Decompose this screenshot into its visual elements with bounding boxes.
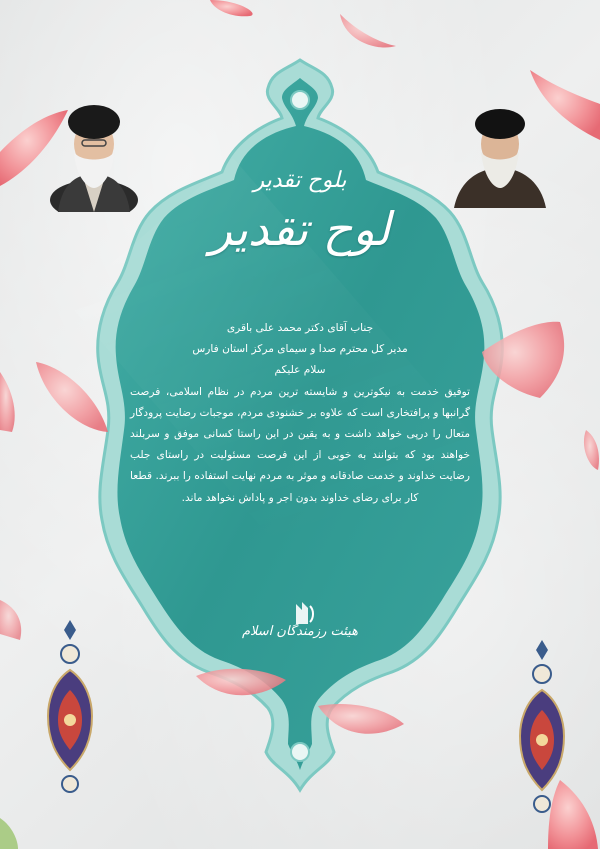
portrait-left [48,96,140,212]
title-main: لوح تقدیر [209,202,391,256]
signature-emblem-icon [292,600,316,626]
title-area [180,168,420,288]
letter-body: توفیق خدمت به نیکوترین و شایسته ترین مردم در نظام اسلامی، فرصت گرانبها و پرافتخاری است که علاوه بر خشنودی مردم، موجبات رضایت پرودگار متعال را درپی خواهد داشت و به یقین در این راستا کسانی موفق و سربلند خواهند بود که بتوانند به خوبی از این فرصت مسئولیت در راستای جلب رضایت خداوند و خدمت صادقانه و موثر به مردم نهایت استفاده را ببرند. قطعا کار برای رضای خداوند بدون اجر و پاداش نخواهد ماند. [130,385,470,504]
portrait-right [450,98,550,208]
islamic-ornament-icon [44,620,96,800]
signature-logo [236,600,364,658]
letter-content [130,318,470,509]
signature-text: هیئت رزمندگان اسلام [241,624,358,639]
letter-recipient: جناب آقای دکتر محمد علی باقری [226,322,374,334]
title-small: بلوح تقدیر [253,168,347,193]
letter-position: مدیر کل محترم صدا و سیمای مرکز استان فارس [192,343,408,356]
letter-greeting: سلام علیکم [274,364,326,377]
islamic-ornament-icon [516,640,568,820]
